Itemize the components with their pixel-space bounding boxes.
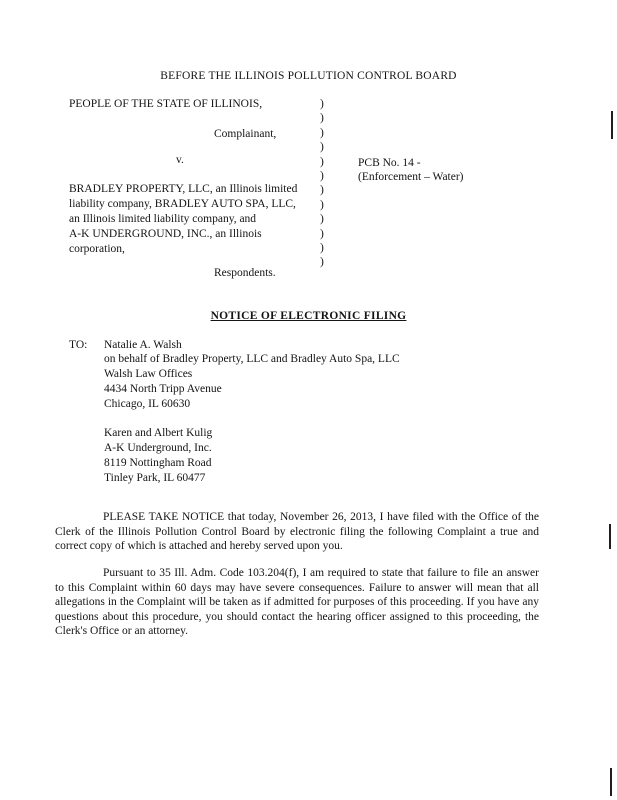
- scan-edge-mark: [610, 768, 612, 796]
- recipient-line: Tinley Park, IL 60477: [104, 472, 206, 484]
- recipient-line: Karen and Albert Kulig: [104, 427, 213, 439]
- recipient-line: Walsh Law Offices: [104, 368, 193, 380]
- recipient-line: on behalf of Bradley Property, LLC and Bradley Auto Spa, LLC: [104, 353, 400, 365]
- respondent-line: an Illinois limited liability company, and: [69, 213, 257, 225]
- case-number: PCB No. 14 -: [358, 157, 421, 169]
- case-type: (Enforcement – Water): [358, 171, 464, 183]
- recipient-line: 8119 Nottingham Road: [104, 457, 212, 469]
- paren: ): [320, 213, 324, 226]
- notice-paragraph-text: PLEASE TAKE NOTICE that today, November 26, 2013, I have filed with the Office of the Clerk of the Illinois Pollution Control Board by electronic filing the following Complaint a true and correct copy of which is attached and hereby served upon you.: [55, 511, 539, 553]
- notice-paragraph: [55, 510, 539, 554]
- paren: ): [320, 184, 324, 197]
- paren: ): [320, 112, 324, 125]
- paren: ): [320, 198, 324, 211]
- scan-edge-mark: [609, 524, 611, 549]
- recipient-line: 4434 North Tripp Avenue: [104, 383, 222, 395]
- respondent-line: BRADLEY PROPERTY, LLC, an Illinois limited: [69, 183, 298, 195]
- paren: ): [320, 170, 324, 183]
- paren: ): [320, 141, 324, 154]
- paren: ): [320, 155, 324, 168]
- respondent-line: liability company, BRADLEY AUTO SPA, LLC,: [69, 198, 296, 210]
- caption-parentheses: [320, 97, 324, 270]
- respondent-role: Respondents.: [214, 267, 276, 279]
- consequence-paragraph-text: Pursuant to 35 Ill. Adm. Code 103.204(f), I am required to state that failure to file an answer to this Complaint within 60 days may have severe consequences. Failure to answer will mean that all allegations in the Complaint will be taken as if admitted for purposes of this proceeding. If you have any questions about this procedure, you should contact the hearing officer assigned to this proceeding, the Clerk's Office or an attorney.: [55, 567, 539, 638]
- respondent-line: corporation,: [69, 243, 125, 255]
- court-title: BEFORE THE ILLINOIS POLLUTION CONTROL BOARD: [160, 70, 457, 82]
- recipient-line: A-K Underground, Inc.: [104, 442, 212, 454]
- consequence-paragraph: [55, 566, 539, 639]
- paren: ): [320, 227, 324, 240]
- recipient-line: Natalie A. Walsh: [104, 339, 182, 351]
- plaintiff-role: Complainant,: [214, 128, 277, 140]
- paren: ): [320, 242, 324, 255]
- notice-heading: NOTICE OF ELECTRONIC FILING: [210, 310, 407, 322]
- to-label: TO:: [69, 339, 88, 351]
- versus-label: v.: [176, 154, 184, 166]
- plaintiff-name: PEOPLE OF THE STATE OF ILLINOIS,: [69, 98, 263, 110]
- respondent-line: A-K UNDERGROUND, INC., an Illinois: [69, 228, 262, 240]
- paren: ): [320, 256, 324, 269]
- recipient-line: Chicago, IL 60630: [104, 398, 191, 410]
- paren: ): [320, 98, 324, 110]
- paren: ): [320, 126, 324, 139]
- scan-edge-mark: [611, 111, 613, 139]
